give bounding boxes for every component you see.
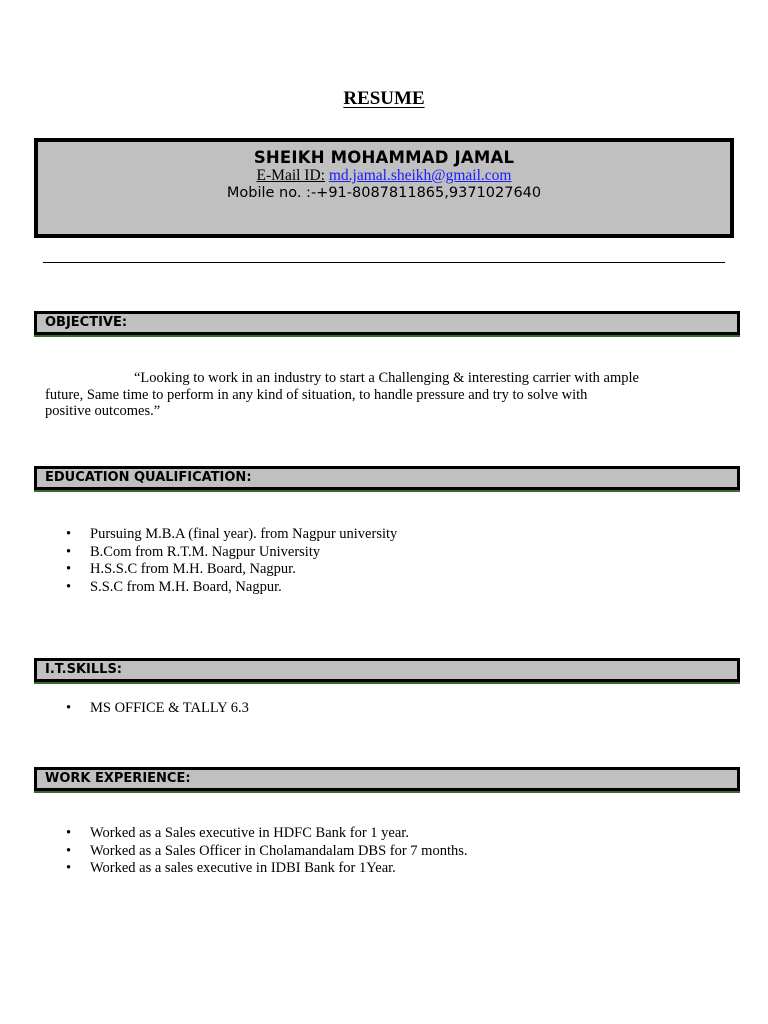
education-list (66, 526, 397, 596)
mobile-number: Mobile no. :-+91-8087811865,9371027640 (226, 185, 542, 201)
candidate-name: SHEIKH MOHAMMAD JAMAL (253, 148, 515, 167)
horizontal-divider (43, 262, 725, 263)
list-item: • H.S.S.C from M.H. Board, Nagpur. (66, 561, 397, 579)
list-item: • B.Com from R.T.M. Nagpur University (66, 544, 397, 562)
skills-list (66, 700, 249, 718)
objective-text (45, 370, 735, 420)
email-link[interactable]: md.jamal.sheikh@gmail.com (328, 167, 512, 184)
list-item: • Pursuing M.B.A (final year). from Nagpur university (66, 526, 397, 544)
list-item: • Worked as a Sales Officer in Cholamandalam DBS for 7 months. (66, 843, 468, 861)
contact-header (34, 138, 734, 238)
email-line (38, 167, 730, 185)
resume-title: RESUME (343, 88, 425, 109)
list-item: • Worked as a sales executive in IDBI Bank for 1Year. (66, 860, 468, 878)
email-label: E-Mail ID: (256, 167, 325, 184)
objective-line-2: future, Same time to perform in any kind of situation, to handle pressure and try to solve with (45, 386, 588, 403)
education-heading: EDUCATION QUALIFICATION: (34, 466, 740, 490)
experience-list (66, 825, 468, 878)
experience-heading: WORK EXPERIENCE: (34, 767, 740, 791)
list-item: • Worked as a Sales executive in HDFC Bank for 1 year. (66, 825, 468, 843)
list-item: • S.S.C from M.H. Board, Nagpur. (66, 579, 397, 597)
objective-line-1: “Looking to work in an industry to start a Challenging & interesting carrier with ample (134, 370, 639, 386)
objective-heading: OBJECTIVE: (34, 311, 740, 335)
objective-line-3: positive outcomes.” (45, 403, 161, 419)
list-item: • MS OFFICE & TALLY 6.3 (66, 700, 249, 718)
skills-heading: I.T.SKILLS: (34, 658, 740, 682)
